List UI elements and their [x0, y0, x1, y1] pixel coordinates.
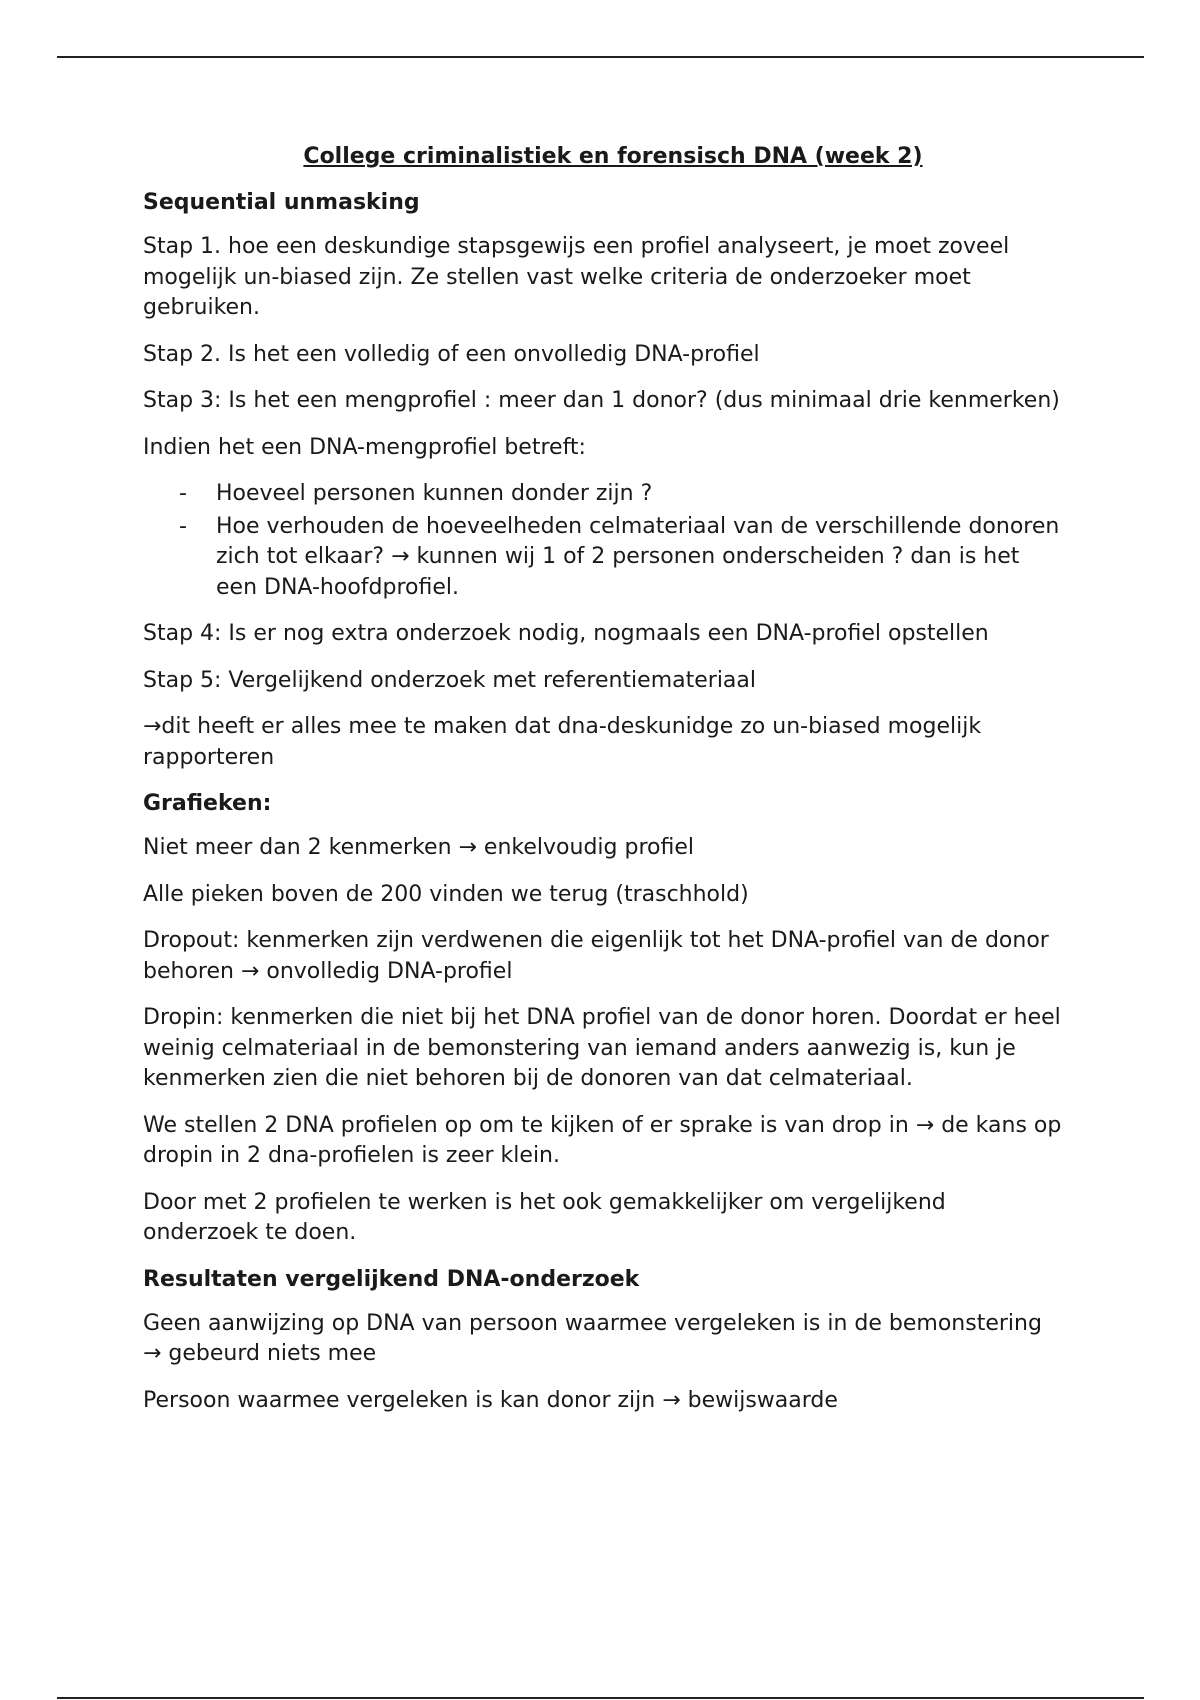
paragraph-dropin: Dropin: kenmerken die niet bij het DNA profiel van de donor horen. Doordat er heel weinig celmateriaal in de bemonstering van iemand anders aanwezig is, kun je kenmerken zien die niet behoren bij de donoren van dat celmateriaal. [143, 1005, 1061, 1091]
list-dash: - [179, 481, 187, 506]
paragraph-donor: Persoon waarmee vergeleken is kan donor zijn → bewijswaarde [143, 1387, 838, 1413]
paragraph-twee-profielen: We stellen 2 DNA profielen op om te kijken of er sprake is van drop in → de kans op dropin in 2 dna-profielen is zeer klein. [143, 1112, 1062, 1168]
paragraph-conclusion: →dit heeft er alles mee te maken dat dna-deskunidge zo un-biased mogelijk rapporteren [143, 714, 982, 770]
mengprofiel-question-list [143, 479, 1063, 603]
paragraph-kenmerken: Niet meer dan 2 kenmerken → enkelvoudig profiel [143, 835, 694, 860]
footer-rule [57, 1697, 1144, 1699]
list-item [179, 479, 1063, 510]
paragraph-stap-3: Stap 3: Is het een mengprofiel : meer dan 1 donor? (dus minimaal drie kenmerken) [143, 388, 1060, 413]
document-title: College criminalistiek en forensisch DNA (week 2) [303, 144, 923, 169]
document-page [143, 142, 1063, 1432]
list-item-text: Hoe verhouden de hoeveelheden celmateriaal van de verschillende donoren zich tot elkaar? → kunnen wij 1 of 2 personen onderscheiden ? dan is het een DNA-hoofdprofiel. [216, 513, 1060, 600]
heading-sequential-unmasking: Sequential unmasking [143, 190, 420, 215]
paragraph-dropout: Dropout: kenmerken zijn verdwenen die eigenlijk tot het DNA-profiel van de donor behoren → onvolledig DNA-profiel [143, 928, 1049, 984]
heading-resultaten: Resultaten vergelijkend DNA-onderzoek [143, 1266, 640, 1292]
header-rule [57, 56, 1144, 58]
paragraph-stap-1: Stap 1. hoe een deskundige stapsgewijs een profiel analyseert, je moet zoveel mogelijk un-biased zijn. Ze stellen vast welke criteria de onderzoeker moet gebruiken. [143, 234, 1010, 320]
list-item-text: Hoeveel personen kunnen donder zijn ? [216, 481, 653, 506]
paragraph-geen-aanwijzing: Geen aanwijzing op DNA van persoon waarmee vergeleken is in de bemonstering → gebeurd niets mee [143, 1310, 1042, 1366]
paragraph-pieken: Alle pieken boven de 200 vinden we terug (traschhold) [143, 881, 749, 907]
list-dash: - [179, 513, 187, 539]
paragraph-vergelijkend: Door met 2 profielen te werken is het ook gemakkelijker om vergelijkend onderzoek te doen. [143, 1189, 946, 1245]
paragraph-indien: Indien het een DNA-mengprofiel betreft: [143, 434, 586, 460]
paragraph-stap-2: Stap 2. Is het een volledig of een onvolledig DNA-profiel [143, 341, 760, 367]
list-item [179, 512, 1063, 604]
heading-grafieken: Grafieken: [143, 791, 272, 816]
paragraph-stap-5: Stap 5: Vergelijkend onderzoek met referentiemateriaal [143, 667, 757, 693]
paragraph-stap-4: Stap 4: Is er nog extra onderzoek nodig, nogmaals een DNA-profiel opstellen [143, 621, 989, 646]
